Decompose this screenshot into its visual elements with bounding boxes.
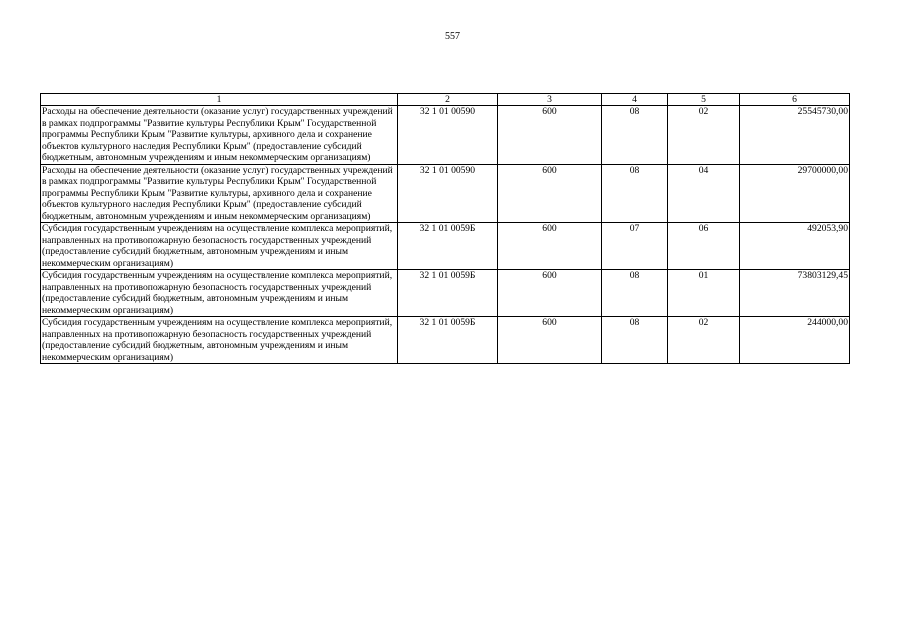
budget-table	[40, 93, 850, 364]
amount-cell: 244000,00	[740, 317, 850, 364]
header-cell-4: 4	[602, 94, 668, 106]
description-cell: Субсидия государственным учреждениям на осуществление комплекса мероприятий, направленных на противопожарную безопасность государственных учреждений (предоставление субсидий бюджетным, автономным учреждениям и иным некоммерческим организациям)	[41, 270, 398, 317]
column-4-cell: 07	[602, 223, 668, 270]
column-4-cell: 08	[602, 164, 668, 223]
code-cell: 32 1 01 0059Б	[398, 223, 498, 270]
code-cell: 32 1 01 0059Б	[398, 317, 498, 364]
column-5-cell: 06	[668, 223, 740, 270]
header-row	[41, 94, 850, 106]
table-row	[41, 270, 850, 317]
column-5-cell: 04	[668, 164, 740, 223]
column-3-cell: 600	[498, 164, 602, 223]
column-4-cell: 08	[602, 106, 668, 165]
column-5-cell: 02	[668, 106, 740, 165]
column-4-cell: 08	[602, 317, 668, 364]
header-cell-6: 6	[740, 94, 850, 106]
code-cell: 32 1 01 00590	[398, 106, 498, 165]
header-cell-3: 3	[498, 94, 602, 106]
table-row	[41, 317, 850, 364]
table-row	[41, 106, 850, 165]
code-cell: 32 1 01 0059Б	[398, 270, 498, 317]
page-number: 557	[445, 31, 460, 42]
column-4-cell: 08	[602, 270, 668, 317]
header-cell-1: 1	[41, 94, 398, 106]
header-cell-5: 5	[668, 94, 740, 106]
column-5-cell: 01	[668, 270, 740, 317]
column-3-cell: 600	[498, 223, 602, 270]
description-cell: Расходы на обеспечение деятельности (оказание услуг) государственных учреждений в рамках подпрограммы "Развитие культуры Республики Крым" Государственной программы Республики Крым "Развитие культуры, архивного дела и сохранение объектов культурного наследия Республики Крым" (предоставление субсидий бюджетным, автономным учреждениям и иным некоммерческим организациям)	[41, 164, 398, 223]
amount-cell: 25545730,00	[740, 106, 850, 165]
column-3-cell: 600	[498, 270, 602, 317]
amount-cell: 492053,90	[740, 223, 850, 270]
table-row	[41, 223, 850, 270]
header-cell-2: 2	[398, 94, 498, 106]
table-row	[41, 164, 850, 223]
description-cell: Субсидия государственным учреждениям на осуществление комплекса мероприятий, направленных на противопожарную безопасность государственных учреждений (предоставление субсидий бюджетным, автономным учреждениям и иным некоммерческим организациям)	[41, 317, 398, 364]
column-5-cell: 02	[668, 317, 740, 364]
description-cell: Расходы на обеспечение деятельности (оказание услуг) государственных учреждений в рамках подпрограммы "Развитие культуры Республики Крым" Государственной программы Республики Крым "Развитие культуры, архивного дела и сохранение объектов культурного наследия Республики Крым" (предоставление субсидий бюджетным, автономным учреждениям и иным некоммерческим организациям)	[41, 106, 398, 165]
code-cell: 32 1 01 00590	[398, 164, 498, 223]
amount-cell: 29700000,00	[740, 164, 850, 223]
amount-cell: 73803129,45	[740, 270, 850, 317]
column-3-cell: 600	[498, 106, 602, 165]
description-cell: Субсидия государственным учреждениям на осуществление комплекса мероприятий, направленных на противопожарную безопасность государственных учреждений (предоставление субсидий бюджетным, автономным учреждениям и иным некоммерческим организациям)	[41, 223, 398, 270]
column-3-cell: 600	[498, 317, 602, 364]
